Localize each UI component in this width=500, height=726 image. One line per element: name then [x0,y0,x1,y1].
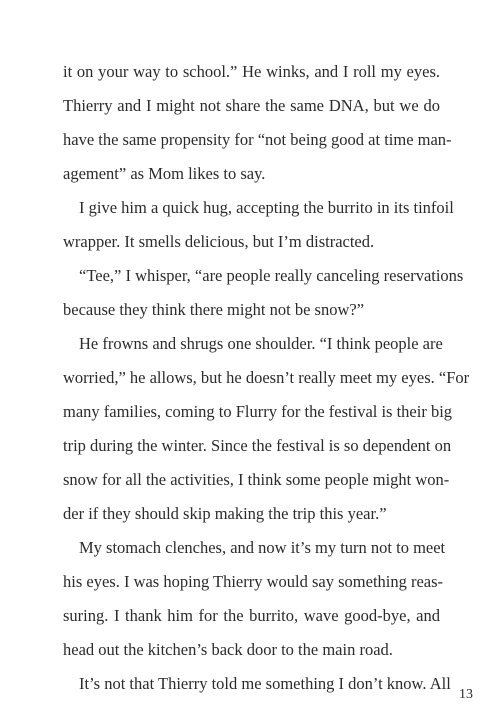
text-line: because they think there might not be snow?” [63,300,365,319]
text-line: agement” as Mom likes to say. [63,164,266,183]
text-line: worried,” he allows, but he doesn’t really meet my eyes. “For [63,368,470,387]
text-line: Thierry and I might not share the same DNA, but we do [63,96,440,115]
text-line: suring. I thank him for the burrito, wave good-bye, and [63,606,440,625]
text-line: head out the kitchen’s back door to the main road. [63,640,393,659]
page-number: 13 [459,687,473,702]
text-line: My stomach clenches, and now it’s my turn not to meet [79,538,446,557]
text-line: many families, coming to Flurry for the festival is their big [63,402,453,421]
text-line: it on your way to school.” He winks, and I roll my eyes. [63,62,440,81]
text-line: wrapper. It smells delicious, but I’m distracted. [63,232,375,251]
text-line: He frowns and shrugs one shoulder. “I think people are [79,334,443,353]
text-line: his eyes. I was hoping Thierry would say something reas- [63,572,444,591]
text-line: “Tee,” I whisper, “are people really canceling reservations [79,266,464,285]
text-line: der if they should skip making the trip this year.” [63,504,387,523]
text-line: snow for all the activities, I think some people might won- [63,470,450,489]
text-line: have the same propensity for “not being good at time man- [63,130,452,149]
text-line: It’s not that Thierry told me something I don’t know. All [79,674,451,693]
text-line: trip during the winter. Since the festival is so dependent on [63,436,452,455]
text-line: I give him a quick hug, accepting the burrito in its tinfoil [79,198,454,217]
